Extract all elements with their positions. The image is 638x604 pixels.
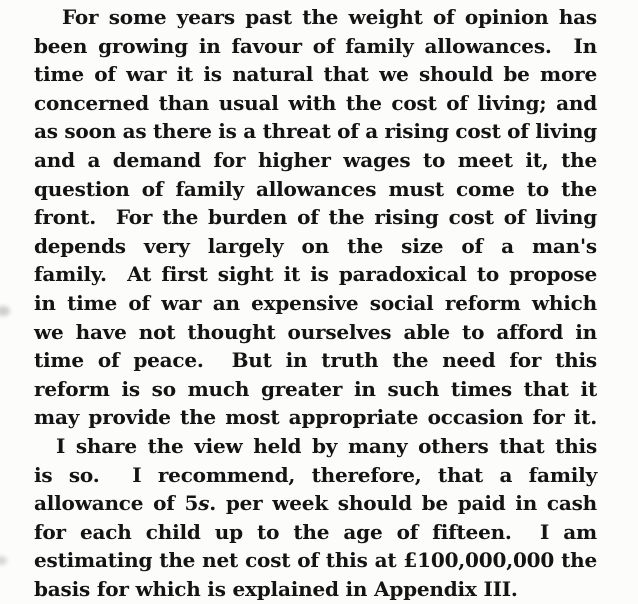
text-line: in time of war an expensive social reform which	[34, 290, 597, 315]
text-line: concerned than usual with the cost of living; and	[34, 90, 597, 115]
text-line: as soon as there is a threat of a rising cost of living	[34, 119, 597, 144]
text-line: front. For the burden of the rising cost of living	[34, 205, 597, 230]
text-line: may provide the most appropriate occasion for it.	[34, 405, 597, 430]
scan-smudge	[0, 556, 7, 565]
text-line: we have not thought ourselves able to afford in	[34, 319, 597, 344]
document-text	[34, 3, 597, 603]
text-line: basis for which is explained in Appendix III.	[34, 576, 518, 601]
text-line: and a demand for higher wages to meet it, the	[34, 147, 597, 172]
text-line: allowance of 5s. per week should be paid in cash	[34, 491, 597, 516]
text-line: question of family allowances must come to the	[34, 176, 597, 201]
scan-smudge	[0, 306, 10, 316]
text-line: is so. I recommend, therefore, that a family	[34, 462, 597, 487]
text-line: time of war it is natural that we should be more	[34, 62, 597, 87]
text-line: been growing in favour of family allowances. In	[34, 33, 597, 58]
text-line: I share the view held by many others that this	[56, 433, 597, 458]
text-line: reform is so much greater in such times that it	[34, 376, 597, 401]
text-line: family. At first sight it is paradoxical to propose	[34, 262, 597, 287]
text-line: estimating the net cost of this at £100,000,000 the	[34, 548, 597, 573]
text-line: time of peace. But in truth the need for this	[34, 348, 597, 373]
text-line: for each child up to the age of fifteen. I am	[34, 519, 597, 544]
text-line: depends very largely on the size of a man's	[34, 233, 597, 258]
text-line: For some years past the weight of opinion has	[62, 5, 597, 29]
